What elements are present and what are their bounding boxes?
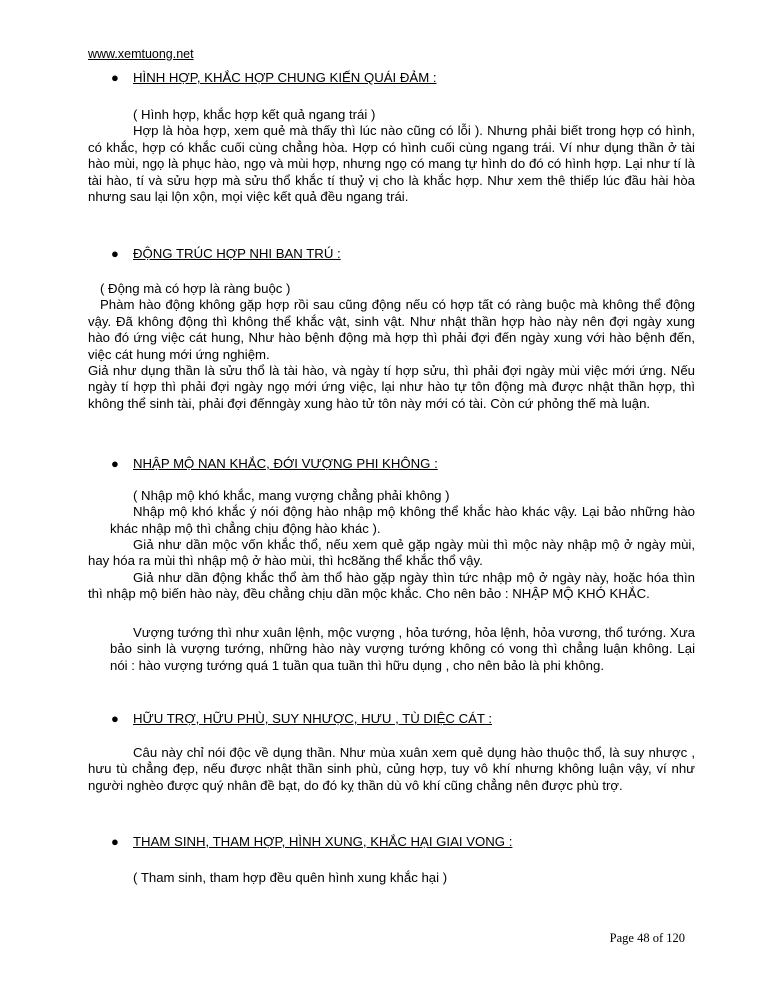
section-subtitle: ( Nhập mộ khó khắc, mang vượng chẳng phải không ) xyxy=(133,488,450,503)
paragraph: Vượng tướng thì như xuân lệnh, mộc vượng , hỏa tướng, hỏa lệnh, hỏa vương, thổ tướng. Xưa bảo sinh là vượng tướng, những hào này vượng tướng không có vong thì chẳng luận không. Lại nói : hào vượng tướng quá 1 tuần qua tuần thì hữu dụng , cho nên bảo là phi không. xyxy=(110,625,695,673)
paragraph: Phàm hào động không gặp hợp rồi sau cũng động nếu có hợp tất có ràng buộc mà không thể động vậy. Đã không động thì không thể khắc vật, sinh vật. Như nhật thần hợp hào này nên đợi ngày xung hào đó ứng việc cát hung, Như hào bệnh động mà hợp thì phải đợi đến ngày xung với hào bệnh đến, việc cát hung mới ứng nghiệm. xyxy=(88,297,695,362)
paragraph: Hợp là hòa hợp, xem quẻ mà thấy thì lúc nào cũng có lỗi ). Nhưng phải biết trong hợp có hình, có khắc, hợp có khắc cuối cùng chẳng hòa. Hợp có hình cuối cùng ngang trái. Ví như dụng thần ở tài hào mùi, ngọ là phục hào, ngọ và mùi hợp, nhưng ngọ có mang tự hình do đó có hình hợp. Lại như tí là tài hào, tí và sửu hợp mà sửu thổ khắc tí thuỷ vị cho là khắc hợp. Như xem thê thiếp lúc đầu hài hòa nhưng sau lại lộn xộn, mọi việc kết quả đều ngang trái. xyxy=(88,123,695,205)
section-heading-text: ĐỘNG TRÚC HỢP NHI BAN TRÚ : xyxy=(133,246,341,261)
section-subtitle: ( Hình hợp, khắc hợp kết quả ngang trái ) xyxy=(133,107,376,122)
section-heading-text: HỮU TRỢ, HỮU PHÙ, SUY NHƯỢC, HƯU , TÙ DIỆC CÁT : xyxy=(133,711,493,726)
section-heading-nhap-mo xyxy=(111,456,438,472)
page-number: Page 48 of 120 xyxy=(609,931,685,945)
bullet-icon: ● xyxy=(111,246,119,261)
paragraph: Giả như dụng thần là sửu thổ là tài hào, và ngày tí hợp sửu, thì phải đợi ngày mùi việc mới ứng. Nếu ngày tí hợp thì phải đợi ngày ngọ mới ứng việc, lại như hào tự tôn động mà được nhật thần hợp, thì không thể sinh tài, phải đợi đếnngày xung hào tử tôn này mới có tài. Còn cứ phỏng thế mà luận. xyxy=(88,363,695,411)
section-heading-huu-tro xyxy=(111,711,492,727)
section-subtitle: ( Động mà có hợp là ràng buộc ) xyxy=(100,281,291,296)
paragraph: Giả như dần động khắc thổ àm thổ hào gặp ngày thìn tức nhập mộ ở ngày này, hoặc hóa thìn thì nhập mộ biến hào này, đều chẳng chịu dần mộc khắc. Cho nên bảo : NHẬP MỘ KHÓ KHẮC. xyxy=(88,569,695,602)
section-body-nhap-mo-end xyxy=(110,625,695,674)
section-body-hinh-hop xyxy=(88,107,695,205)
section-body-tham-sinh xyxy=(88,870,695,886)
paragraph: Giả như dần mộc vốn khắc thổ, nếu xem quẻ gặp ngày mùi thì mộc này nhập mộ ở ngày mùi, hay hóa ra mùi thì nhập mộ ở hào mùi, thì hc8ăng thể khắc thổ vậy. xyxy=(88,537,695,569)
paragraph: Câu này chỉ nói độc về dụng thần. Như mùa xuân xem quẻ dụng hào thuộc thổ, là suy nhược , hưu tù chẳng đẹp, nếu được nhật thần sinh phù, củng hợp, tuy vô khí nhưng không luận vậy, ví như người nghèo được quý nhân đề bạt, do đó kỵ thần dù vô khí cũng chẳng nên được phù trợ. xyxy=(88,745,695,793)
section-heading-text: HÌNH HỢP, KHẮC HỢP CHUNG KIẾN QUÁI ĐẢM : xyxy=(133,70,437,85)
bullet-icon: ● xyxy=(111,456,119,471)
bullet-icon: ● xyxy=(111,834,119,849)
section-heading-hinh-hop xyxy=(111,70,437,86)
section-heading-tham-sinh xyxy=(111,834,512,850)
section-heading-dong-truc-hop xyxy=(111,246,341,262)
bullet-icon: ● xyxy=(111,70,119,85)
bullet-icon: ● xyxy=(111,711,119,726)
section-body-huu-tro xyxy=(88,745,695,794)
section-body-nhap-mo-cont xyxy=(88,537,695,603)
section-subtitle: ( Tham sinh, tham hợp đều quên hình xung khắc hại ) xyxy=(133,870,448,885)
section-heading-text: THAM SINH, THAM HỢP, HÌNH XUNG, KHẮC HẠI GIAI VONG : xyxy=(133,834,513,849)
section-heading-text: NHẬP MỘ NAN KHẮC, ĐỚI VƯỢNG PHI KHÔNG : xyxy=(133,456,438,471)
website-link[interactable]: www.xemtuong.net xyxy=(88,47,194,61)
paragraph: Nhập mộ khó khắc ý nói động hào nhập mộ không thể khắc hào khác vậy. Lại bảo những hào khác nhập mộ thì chẳng chịu động hào khác ). xyxy=(110,504,695,536)
section-body-nhap-mo xyxy=(110,488,695,537)
section-body-dong-truc-hop xyxy=(88,281,695,412)
